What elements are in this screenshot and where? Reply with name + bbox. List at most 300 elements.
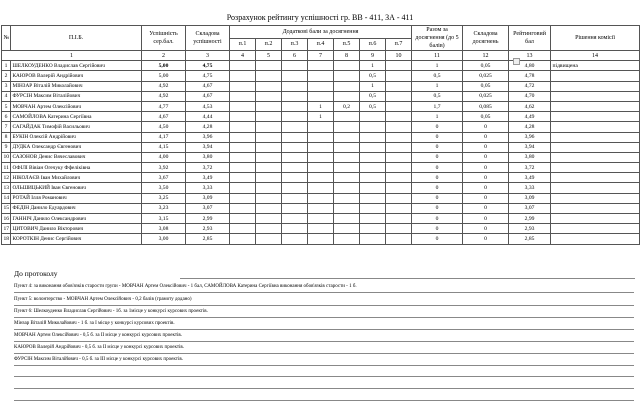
rating-score: 4,70	[509, 91, 551, 101]
average-score: 4,17	[142, 132, 186, 142]
bonus-p2	[256, 214, 282, 224]
achievement-component: 0,05	[463, 61, 509, 71]
table-row	[2, 214, 640, 224]
bonus-p5	[334, 163, 360, 173]
commission-decision	[551, 193, 640, 203]
success-component: 4,28	[186, 122, 230, 132]
table-row	[2, 132, 640, 142]
success-component: 3,07	[186, 203, 230, 213]
average-score: 4,00	[142, 152, 186, 162]
average-score: 4,15	[142, 142, 186, 152]
achievement-component: 0	[463, 214, 509, 224]
bonus-p5	[334, 61, 360, 71]
bonus-p3	[282, 142, 308, 152]
table-row	[2, 101, 640, 111]
bonus-p4	[308, 193, 334, 203]
bonus-p4	[308, 91, 334, 101]
achievement-component: 0	[463, 122, 509, 132]
achievement-component: 0,05	[463, 81, 509, 91]
student-name: САЗОНОВ Денис Вячеславович	[11, 152, 142, 162]
bonus-p6	[360, 214, 386, 224]
bonus-p2	[256, 152, 282, 162]
header-p5: п.5	[334, 38, 360, 51]
bonus-p5	[334, 112, 360, 122]
achievement-component: 0,085	[463, 101, 509, 111]
average-score: 3,50	[142, 183, 186, 193]
row-number: 15	[2, 203, 11, 213]
rating-score: 2,93	[509, 224, 551, 234]
commission-decision: підвищена	[551, 61, 640, 71]
bonus-p7	[386, 224, 412, 234]
table-row	[2, 224, 640, 234]
achievement-sum: 0	[412, 203, 463, 213]
column-number: 5	[256, 51, 282, 61]
student-name: ФЕДІН Данило Едуардович	[11, 203, 142, 213]
achievement-sum: 0	[412, 234, 463, 244]
bonus-p6	[360, 193, 386, 203]
achievement-component: 0	[463, 173, 509, 183]
column-number: 10	[386, 51, 412, 61]
column-number: 6	[282, 51, 308, 61]
header-uspishnist: Успішність сер.бал.	[142, 26, 186, 51]
commission-decision	[551, 91, 640, 101]
achievement-component: 0	[463, 183, 509, 193]
bonus-p7	[386, 152, 412, 162]
average-score: 3,67	[142, 173, 186, 183]
rating-score: 3,07	[509, 203, 551, 213]
achievement-component: 0	[463, 163, 509, 173]
average-score: 3,25	[142, 193, 186, 203]
bonus-p2	[256, 193, 282, 203]
bonus-p6	[360, 224, 386, 234]
column-number: 14	[551, 51, 640, 61]
column-number: 8	[334, 51, 360, 61]
bonus-p1	[230, 234, 256, 244]
achievement-sum: 1	[412, 112, 463, 122]
header-p7: п.7	[386, 38, 412, 51]
average-score: 3,08	[142, 224, 186, 234]
bonus-p1	[230, 214, 256, 224]
bonus-p7	[386, 61, 412, 71]
student-name: МІНЗАР Віталій Миколайович	[11, 81, 142, 91]
average-score: 5,00	[142, 61, 186, 71]
bonus-p2	[256, 71, 282, 81]
achievement-sum: 0	[412, 152, 463, 162]
rating-score: 3,94	[509, 142, 551, 152]
success-component: 3,72	[186, 163, 230, 173]
student-name: КАЮРОВ Валерій Андрійович	[11, 71, 142, 81]
header-pib: П.І.Б.	[11, 26, 142, 51]
achievement-sum: 0	[412, 224, 463, 234]
protocol-blank-line	[14, 390, 634, 401]
success-component: 2,85	[186, 234, 230, 244]
bonus-p7	[386, 132, 412, 142]
bonus-p4	[308, 173, 334, 183]
achievement-component: 0,05	[463, 112, 509, 122]
bonus-p6	[360, 163, 386, 173]
bonus-p6: 1	[360, 81, 386, 91]
achievement-component: 0	[463, 132, 509, 142]
bonus-p5	[334, 173, 360, 183]
student-name: НІКОЛАЄВ Іван Михайлович	[11, 173, 142, 183]
table-row	[2, 234, 640, 244]
row-number: 3	[2, 81, 11, 91]
commission-decision	[551, 214, 640, 224]
student-name: САГАЙДАК Тимофій Васильович	[11, 122, 142, 132]
achievement-sum: 0	[412, 163, 463, 173]
bonus-p2	[256, 101, 282, 111]
bonus-p2	[256, 183, 282, 193]
bonus-p6	[360, 142, 386, 152]
bonus-p7	[386, 81, 412, 91]
achievement-component: 0	[463, 203, 509, 213]
column-number: 13	[509, 51, 551, 61]
bonus-p6: 0,5	[360, 101, 386, 111]
success-component: 3,09	[186, 193, 230, 203]
rating-score: 4,28	[509, 122, 551, 132]
rating-score: 2,99	[509, 214, 551, 224]
bonus-p5	[334, 132, 360, 142]
table-row	[2, 193, 640, 203]
bonus-p4	[308, 71, 334, 81]
row-number: 11	[2, 163, 11, 173]
rating-score: 4,80	[509, 61, 551, 71]
achievement-sum: 0	[412, 122, 463, 132]
bonus-p1	[230, 122, 256, 132]
bonus-p4	[308, 122, 334, 132]
achievement-sum: 0	[412, 214, 463, 224]
student-name: РОТАЙ Ілля Романович	[11, 193, 142, 203]
rating-score: 4,49	[509, 112, 551, 122]
bonus-p6	[360, 234, 386, 244]
protocol-line: ФУРСІН Максим Віталійович - 0,5 б. за III місце у конкурсі курсових проектів.	[14, 355, 634, 366]
bonus-p3	[282, 122, 308, 132]
table-row	[2, 152, 640, 162]
bonus-p1	[230, 81, 256, 91]
protocol-blank-line	[14, 366, 634, 377]
bonus-p6	[360, 152, 386, 162]
rating-score: 3,80	[509, 152, 551, 162]
achievement-sum: 0,5	[412, 91, 463, 101]
bonus-p4	[308, 214, 334, 224]
protocol-line: Пункт 5: волонтерство - МОВЧАН Артем Олексійович - 0,2 балів (грамоту додано)	[14, 295, 634, 306]
achievement-component: 0	[463, 224, 509, 234]
commission-decision	[551, 112, 640, 122]
bonus-p5	[334, 214, 360, 224]
bonus-p2	[256, 132, 282, 142]
achievement-component: 0	[463, 193, 509, 203]
column-number: 3	[186, 51, 230, 61]
student-name: ГАННІЧ Данило Олександрович	[11, 214, 142, 224]
student-name: ОФІЛІ Вівіан Огечуку Ффеліківна	[11, 163, 142, 173]
success-component: 2,93	[186, 224, 230, 234]
table-row	[2, 112, 640, 122]
achievement-sum: 0	[412, 193, 463, 203]
bonus-p1	[230, 193, 256, 203]
row-number: 1	[2, 61, 11, 71]
bonus-p2	[256, 173, 282, 183]
row-number: 9	[2, 142, 11, 152]
header-p2: п.2	[256, 38, 282, 51]
success-component: 3,96	[186, 132, 230, 142]
table-row	[2, 91, 640, 101]
average-score: 5,00	[142, 71, 186, 81]
student-name: ШЕЛКОУДЕНКО Владислав Сергійович	[11, 61, 142, 71]
achievement-sum: 0	[412, 173, 463, 183]
column-number: 7	[308, 51, 334, 61]
table-row	[2, 81, 640, 91]
commission-decision	[551, 132, 640, 142]
bonus-p1	[230, 101, 256, 111]
bonus-p3	[282, 91, 308, 101]
success-component: 4,75	[186, 61, 230, 71]
bonus-p4	[308, 61, 334, 71]
row-number: 5	[2, 101, 11, 111]
achievement-sum: 0	[412, 183, 463, 193]
bonus-p1	[230, 142, 256, 152]
bonus-p7	[386, 234, 412, 244]
achievement-component: 0,025	[463, 91, 509, 101]
bonus-p5	[334, 203, 360, 213]
column-number: 4	[230, 51, 256, 61]
rating-score: 3,09	[509, 193, 551, 203]
achievement-sum: 0	[412, 142, 463, 152]
column-number: 1	[2, 51, 142, 61]
bonus-p2	[256, 203, 282, 213]
commission-decision	[551, 203, 640, 213]
achievement-component: 0	[463, 152, 509, 162]
table-row	[2, 163, 640, 173]
bonus-p7	[386, 193, 412, 203]
commission-decision	[551, 163, 640, 173]
bonus-p6: 0,5	[360, 91, 386, 101]
bonus-p5	[334, 81, 360, 91]
bonus-p7	[386, 173, 412, 183]
bonus-p3	[282, 81, 308, 91]
header-p1: п.1	[230, 38, 256, 51]
page-title: Розрахунок рейтингу успішності гр. ВВ - 411, ЗА - 411	[226, 13, 414, 22]
bonus-p4	[308, 203, 334, 213]
header-p4: п.4	[308, 38, 334, 51]
table-row	[2, 61, 640, 71]
bonus-p6	[360, 122, 386, 132]
bonus-p3	[282, 61, 308, 71]
bonus-p7	[386, 91, 412, 101]
bonus-p7	[386, 214, 412, 224]
bonus-p6	[360, 112, 386, 122]
bonus-p3	[282, 183, 308, 193]
average-score: 3,15	[142, 214, 186, 224]
bonus-p2	[256, 112, 282, 122]
bonus-p5: 0,2	[334, 101, 360, 111]
bonus-p7	[386, 71, 412, 81]
bonus-p5	[334, 152, 360, 162]
rating-score: 3,33	[509, 183, 551, 193]
bonus-p2	[256, 61, 282, 71]
protocol-title: До протоколу	[14, 269, 58, 278]
bonus-p1	[230, 173, 256, 183]
column-number: 12	[463, 51, 509, 61]
protocol-line: КАЮРОВ Валерій Андрійович - 0,5 б. за II місце у конкурсі курсових проектів.	[14, 343, 634, 354]
table-row	[2, 142, 640, 152]
bonus-p2	[256, 163, 282, 173]
bonus-p3	[282, 112, 308, 122]
bonus-p2	[256, 81, 282, 91]
protocol-line: Пункт 6: Шелкоуденко Владислав Сергійович - 1б. за 1місце у конкурсі курсових проектів.	[14, 307, 634, 318]
bonus-p1	[230, 224, 256, 234]
commission-decision	[551, 224, 640, 234]
header-rishennia: Рішення комісії	[551, 26, 640, 51]
filter-dropdown-icon[interactable]	[513, 58, 520, 65]
bonus-p5	[334, 183, 360, 193]
bonus-p6	[360, 183, 386, 193]
bonus-p1	[230, 71, 256, 81]
bonus-p5	[334, 193, 360, 203]
average-score: 3,23	[142, 203, 186, 213]
average-score: 4,67	[142, 112, 186, 122]
row-number: 2	[2, 71, 11, 81]
success-component: 3,33	[186, 183, 230, 193]
protocol-line: МОВЧАН Артем Олексійович - 0,5 б. за II місце у конкурсі курсових проектів.	[14, 331, 634, 342]
row-number: 8	[2, 132, 11, 142]
success-component: 2,99	[186, 214, 230, 224]
row-number: 17	[2, 224, 11, 234]
bonus-p6: 0,5	[360, 71, 386, 81]
bonus-p5	[334, 122, 360, 132]
rating-score: 3,72	[509, 163, 551, 173]
bonus-p3	[282, 224, 308, 234]
bonus-p3	[282, 163, 308, 173]
bonus-p1	[230, 183, 256, 193]
achievement-sum: 1,7	[412, 101, 463, 111]
bonus-p3	[282, 203, 308, 213]
achievement-component: 0,025	[463, 71, 509, 81]
bonus-p1	[230, 132, 256, 142]
commission-decision	[551, 173, 640, 183]
rating-table	[1, 25, 640, 245]
bonus-p7	[386, 203, 412, 213]
row-number: 13	[2, 183, 11, 193]
bonus-p5	[334, 91, 360, 101]
row-number: 4	[2, 91, 11, 101]
column-number: 9	[360, 51, 386, 61]
bonus-p4: 1	[308, 112, 334, 122]
bonus-p2	[256, 91, 282, 101]
bonus-p5	[334, 234, 360, 244]
bonus-p3	[282, 71, 308, 81]
commission-decision	[551, 71, 640, 81]
table-row	[2, 183, 640, 193]
bonus-p1	[230, 203, 256, 213]
header-razom: Разом за досягнення (до 5 балів)	[412, 26, 463, 51]
bonus-p1	[230, 112, 256, 122]
bonus-p6	[360, 173, 386, 183]
bonus-p2	[256, 122, 282, 132]
bonus-p4	[308, 142, 334, 152]
protocol-blank-line	[14, 378, 634, 389]
bonus-p7	[386, 142, 412, 152]
commission-decision	[551, 152, 640, 162]
student-name: ДУДКА Олександр Євгенович	[11, 142, 142, 152]
commission-decision	[551, 122, 640, 132]
average-score: 4,92	[142, 91, 186, 101]
bonus-p3	[282, 152, 308, 162]
achievement-sum: 0,5	[412, 71, 463, 81]
protocol-line: Пункт 4: за виконання обов'язків старости групи - МОВЧАН Артем Олексійович - 1 бал, САМОЙЛОВА Катерина Сергіївна виконання обов'язків старости - 1 б.	[14, 282, 634, 293]
column-number: 2	[142, 51, 186, 61]
bonus-p4	[308, 183, 334, 193]
bonus-p5	[334, 142, 360, 152]
bonus-p1	[230, 61, 256, 71]
average-score: 4,50	[142, 122, 186, 132]
student-name: ФУРСІН Максим Віталійович	[11, 91, 142, 101]
average-score: 3,92	[142, 163, 186, 173]
bonus-p1	[230, 163, 256, 173]
bonus-p1	[230, 91, 256, 101]
success-component: 3,49	[186, 173, 230, 183]
average-score: 4,77	[142, 101, 186, 111]
row-number: 10	[2, 152, 11, 162]
achievement-sum: 0	[412, 132, 463, 142]
header-p6: п.6	[360, 38, 386, 51]
commission-decision	[551, 101, 640, 111]
bonus-p5	[334, 71, 360, 81]
bonus-p3	[282, 214, 308, 224]
bonus-p1	[230, 152, 256, 162]
table-row	[2, 71, 640, 81]
achievement-component: 0	[463, 234, 509, 244]
bonus-p4: 1	[308, 101, 334, 111]
bonus-p4	[308, 81, 334, 91]
row-number: 7	[2, 122, 11, 132]
bonus-p7	[386, 122, 412, 132]
bonus-p7	[386, 101, 412, 111]
header-skladova-dos: Складова досягнень	[463, 26, 509, 51]
bonus-p2	[256, 224, 282, 234]
header-no: №	[2, 26, 11, 51]
success-component: 3,80	[186, 152, 230, 162]
row-number: 6	[2, 112, 11, 122]
bonus-p3	[282, 234, 308, 244]
row-number: 12	[2, 173, 11, 183]
bonus-p3	[282, 193, 308, 203]
success-component: 4,44	[186, 112, 230, 122]
success-component: 4,67	[186, 81, 230, 91]
bonus-p6	[360, 203, 386, 213]
bonus-p3	[282, 101, 308, 111]
achievement-component: 0	[463, 142, 509, 152]
bonus-p4	[308, 132, 334, 142]
table-row	[2, 203, 640, 213]
bonus-p7	[386, 163, 412, 173]
bonus-p4	[308, 234, 334, 244]
bonus-p6	[360, 132, 386, 142]
table-row	[2, 173, 640, 183]
bonus-p4	[308, 152, 334, 162]
success-component: 3,94	[186, 142, 230, 152]
bonus-p4	[308, 163, 334, 173]
rating-score: 4,78	[509, 71, 551, 81]
commission-decision	[551, 81, 640, 91]
column-number: 11	[412, 51, 463, 61]
average-score: 3,00	[142, 234, 186, 244]
student-name: КОРОТКІН Денис Сергійович	[11, 234, 142, 244]
success-component: 4,67	[186, 91, 230, 101]
row-number: 14	[2, 193, 11, 203]
table-row	[2, 122, 640, 132]
rating-score: 3,49	[509, 173, 551, 183]
bonus-p2	[256, 142, 282, 152]
